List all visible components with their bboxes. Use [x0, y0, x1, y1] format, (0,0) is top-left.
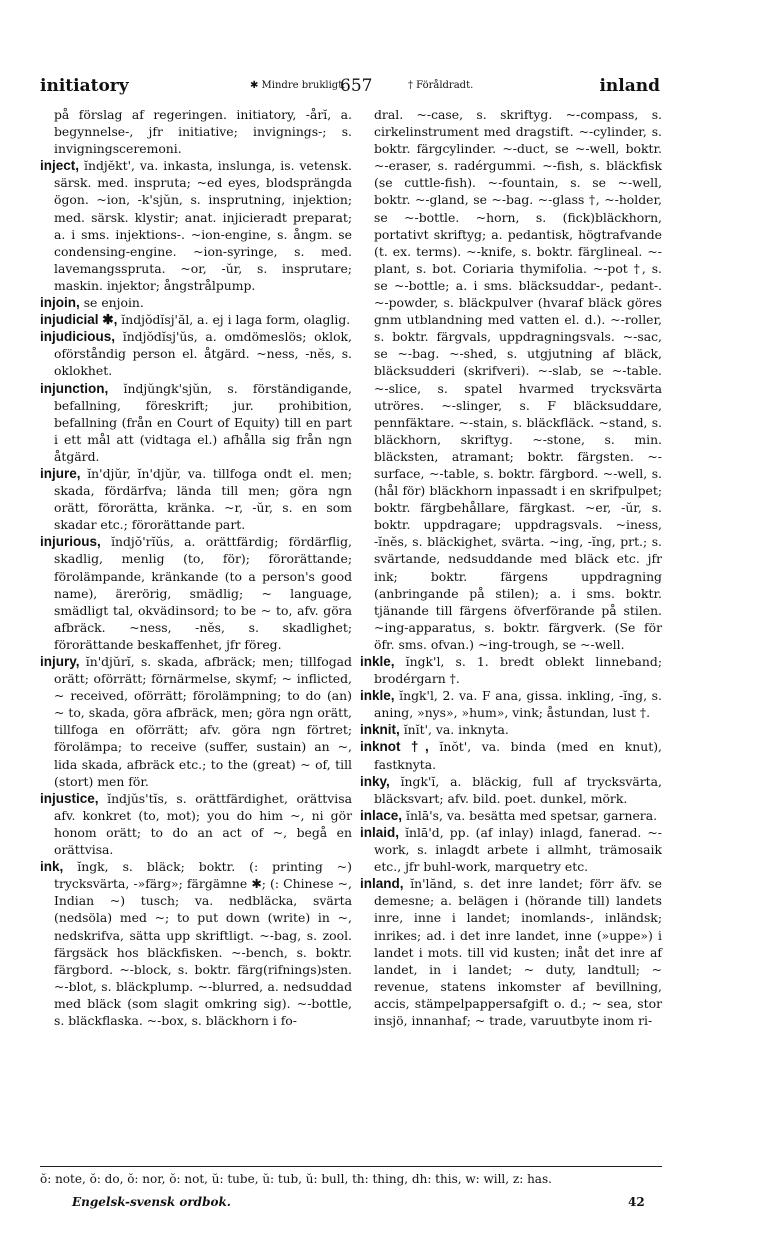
entry-headword: inkle,: [360, 654, 395, 669]
entry-text: ĭndjŭs'tĭs, s. orättfärdighet, orättvisa afv. konkret (to, mot); you do him ~, ni gör honom orätt; to do an act of ~, begå en orättvisa.: [54, 790, 352, 858]
dictionary-entry: [360, 875, 662, 1029]
entry-headword: inlace,: [360, 807, 403, 823]
dictionary-entry: [40, 653, 352, 790]
entry-headword: inlaid,: [360, 824, 400, 840]
entry-headword: inknot †,: [360, 739, 429, 755]
entry-headword: injurious,: [40, 534, 101, 550]
entry-headword: inkle,: [360, 688, 395, 704]
entry-text: ĭndjŏdĭsj'ŭs, a. omdömeslös; oklok, oförståndig person el. åtgärd. ~ness, -nĕs, s. oklokhet.: [54, 329, 352, 379]
dictionary-entry: [360, 773, 662, 807]
entry-headword: injoin,: [40, 295, 80, 311]
entry-text: ĭn'lănd, s. det inre landet; förr äfv. se demesne; a. belägen i (hörande till) landets inre, inne i landet; inomlands-, inländsk; inrikes; ad. i det inre landet, inne (»uppe») i landet i mots. till vid kusten; inåt det inre af landet, in i landet; ~ duty, landtull; ~ revenue, statens inkomster af bevillning, accis, stämpelpappersafgift o. d.; ~ sea, stor insjö, innanhaf; ~ trade, varuutbyte inom ri-: [374, 876, 662, 1028]
entry-headword: injustice,: [40, 790, 99, 806]
entry-text: ĭnlā'd, pp. (af inlay) inlagd, fanerad. ~-work, s. inlagdt arbete i allmht, trämosaik etc., jfr buhl-work, marquetry etc.: [374, 824, 662, 875]
entry-text: ĭnĭt', va. inknyta.: [403, 722, 509, 738]
entry-headword: injudicial ✱,: [40, 312, 118, 328]
signature-number: 42: [628, 1195, 645, 1209]
entry-headword: injury,: [40, 654, 80, 669]
book-title: Engelsk-svensk ordbok.: [72, 1195, 231, 1209]
left-guide-word: initiatory: [40, 76, 129, 96]
dictionary-entry: [40, 106, 352, 157]
entry-text: dral. ~-case, s. skriftyg. ~-compass, s. cirkelinstrument med dragstift. ~-cylinder, s. boktr. färgcylinder. ~-duct, se ~-well, boktr. ~-eraser, s. radérgummi. ~-fish, s. bläckfisk (se cuttle-fish). ~-fountain, s. se ~-well, boktr. ~-gland, se ~-bag. ~-glass †, ~-holder, se ~-bottle. ~horn, s. (fick)bläckhorn, portativt skriftyg; a. pedantisk, högtrafvande (t. ex. terms). ~-knife, s. boktr. färglineal. ~-plant, s. bot. Coriaria thymifolia. ~-pot †, s. se ~-bottle; a. i sms. bläcksuddar-, pedant-. ~-powder, s. bläckpulver (hvaraf bläck göres gnm utblandning med vatten el. d.). ~-roller, s. boktr. färgvals, uppdragningsvals. ~-sac, se ~-bag. ~-shed, s. utgjutning af bläck, bläcksudderi (skrifveri). ~-slab, se ~-table. ~-slice, s. spatel hvarmed trycksvärta utröres. ~-slinger, s. F bläcksuddare, pennfäktare. ~-stain, s. bläckfläck. ~stand, s. bläckhorn, skriftyg. ~-stone, s. min. bläcksten, atramant; boktr. färgsten. ~-surface, ~-table, s. boktr. färgbord. ~-well, s. (hål för) bläckhorn inpassadt i en skrifpulpet; boktr. färgbehållare, färgkast. ~er, -ŭr, s. boktr. uppdragare; uppdragsvals. ~iness, -ĭnĕs, s. bläckighet, svärta. ~ing, -ĭng, prt.; s. svärtande, nedsuddande med bläck etc. jfr ink; boktr. färgens uppdragning (anbringande på stilen); a. i sms. boktr. tjänande till färgens öfverförande på stilen. ~ing-apparatus, s. boktr. färgverk. (Se för öfr. sms. ofvan.) ~ing-trough, se ~-well.: [374, 107, 662, 652]
left-column: [40, 106, 352, 1029]
entry-text: på förslag af regeringen. initiatory, -årĭ, a. begynnelse-, jfr initiative; invignings-; s. invigningsceremoni.: [54, 107, 352, 157]
running-header: [40, 76, 660, 100]
right-guide-word: inland: [599, 76, 660, 96]
archaic-note: † Föråldradt.: [408, 80, 474, 91]
entry-headword: inknit,: [360, 722, 400, 738]
entry-headword: inject,: [40, 158, 80, 174]
entry-text: ĭn'djŭr, ĭn'djŭr, va. tillfoga ondt el. men; skada, fördärfva; lända till men; göra ngn orätt, förorätta, kränka. ~r, -ŭr, s. en som skadar etc.; förorättande part.: [54, 465, 352, 533]
entry-text: ĭngk'l, s. 1. bredt oblekt linneband; brodérgarn †.: [374, 654, 662, 687]
dictionary-entry: [360, 721, 662, 738]
dictionary-entry: [360, 653, 662, 687]
dictionary-entry: [360, 106, 662, 653]
dictionary-entry: [40, 380, 352, 465]
dictionary-entry: [40, 328, 352, 379]
dictionary-entry: [40, 790, 352, 858]
dictionary-entry: [40, 858, 352, 1029]
entry-text: ĭndjŏ'rĭŭs, a. orättfärdig; fördärflig, skadlig, menlig (to, för); förorättande; förolämpande, kränkande (to a person's good name), ärerörig, smädlig; ~ language, smädligt tal, okvädinsord; to be ~ to, afv. göra afbräck. ~ness, -nĕs, s. skadlighet; förorättande beskaffenhet, jfr föreg.: [54, 534, 352, 652]
entry-headword: injure,: [40, 465, 81, 481]
right-column: [360, 106, 662, 1029]
page-number: 657: [340, 76, 373, 96]
dictionary-entry: [360, 824, 662, 875]
entry-text: ĭndjŭngk'sjŭn, s. förständigande, befallning, föreskrift; jur. prohibition, befallning (från en Court of Equity) till en part i ett mål att (vidtaga el.) afhålla sig från ngn åtgärd.: [54, 380, 352, 464]
entry-text: ĭnlā's, va. besätta med spetsar, garnera.: [405, 807, 658, 823]
obsolescent-note: ✱ Mindre brukligt.: [250, 80, 346, 91]
entry-text: ĭndjŏdĭsj'ăl, a. ej i laga form, olaglig.: [121, 312, 351, 328]
dictionary-entry: [40, 465, 352, 533]
entry-text: ĭn'djŭrĭ, s. skada, afbräck; men; tillfogad orätt; oförrätt; förnärmelse, skymf; ~ inflicted, ~ received, oförrätt; förolämpning; to do (an) ~ to, skada, göra afbräck, men; göra ngn orätt, tillfoga en oförrätt; afv. göra ngn förtret; förolämpa; to receive (suffer, sustain) an ~, lida skada, afbräck etc.; to the (great) ~ of, till (stort) men för.: [54, 654, 352, 789]
entry-text: ĭndjĕkt', va. inkasta, inslunga, is. vetensk. särsk. med. inspruta; ~ed eyes, blodsprängda ögon. ~ion, -k'sjŭn, s. insprutning, injektion; med. särsk. klystir; anat. injicieradt preparat; a. i sms. injektions-. ~ion-engine, s. ångm. se condensing-engine. ~ion-syringe, s. med. lavemangsspruta. ~or, -ŭr, s. insprutare; maskin. injektor; ångstrålpump.: [54, 158, 352, 293]
entry-headword: injunction,: [40, 380, 109, 396]
dictionary-entry: [40, 311, 352, 328]
dictionary-entry: [360, 687, 662, 721]
dictionary-entry: [360, 738, 662, 772]
pronunciation-key: ŏ: note, ŏ: do, ŏ: nor, ŏ: not, ŭ: tube, ŭ: tub, ŭ: bull, th: thing, dh: this, w: will, z: has.: [40, 1172, 552, 1186]
entry-text: ĭnŏt', va. binda (med en knut), fastknyta.: [374, 739, 662, 772]
dictionary-entry: [360, 807, 662, 824]
dictionary-entry: [40, 533, 352, 653]
dictionary-entry: [40, 294, 352, 311]
entry-text: ĭngk'l, 2. va. F ana, gissa. inkling, -ĭng, s. aning, »nys», »hum», vink; åstundan, lust †.: [374, 688, 662, 721]
entry-headword: injudicious,: [40, 329, 116, 345]
entry-text: se enjoin.: [83, 295, 144, 311]
entry-headword: inland,: [360, 876, 404, 892]
entry-text: ĭngk'ĭ, a. bläckig, full af trycksvärta, bläcksvart; afv. bild. poet. dunkel, mörk.: [374, 773, 662, 806]
footer-divider: [40, 1166, 662, 1167]
dictionary-entry: [40, 157, 352, 294]
entry-headword: ink,: [40, 859, 64, 875]
entry-text: ĭngk, s. bläck; boktr. (: printing ~) trycksvärta, -»färg»; färgämne ✱; (: Chinese ~, Indian ~) tusch; va. nedbläcka, svärta (nedsöla) med ~; to put down (write) in ~, nedskrifva, sätta upp skriftligt. ~-bag, s. zool. färgsäck hos bläckfisken. ~-bench, s. boktr. färgbord. ~-block, s. boktr. färg(rifnings)sten. ~-blot, s. bläckplump. ~-blurred, a. nedsuddad med bläck (som slagit omkring sig). ~-bottle, s. bläckflaska. ~-box, s. bläckhorn i fo-: [54, 859, 352, 1028]
entry-headword: inky,: [360, 773, 390, 789]
